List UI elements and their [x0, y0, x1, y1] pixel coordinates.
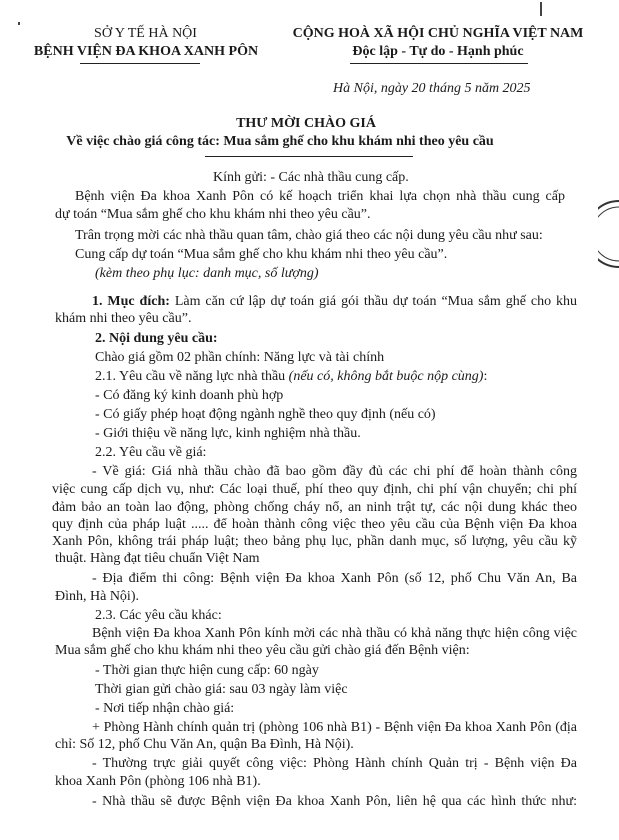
section1-heading: 1. Mục đích: [92, 294, 170, 309]
document-subtitle: Về việc chào giá công tác: Mua sắm ghế cho khu khám nhi theo yêu cầu [66, 134, 494, 149]
list-item: - Có giấy phép hoạt động ngành nghề theo quy định (nếu có) [95, 407, 436, 422]
section23-line: Mua sắm ghế cho khu khám nhi theo yêu cầu gửi chào giá đến Bệnh viện: [55, 643, 470, 658]
price-line: Xanh Pôn, không trái pháp luật; theo bảng phụ lục, phần danh mục, số lượng, yêu cầu kỹ [52, 534, 577, 549]
appendix-note: (kèm theo phụ lục: danh mục, số lượng) [95, 266, 319, 281]
divider [205, 156, 413, 157]
price-line: - Về giá: Giá nhà thầu chào đã bao gồm đầy đủ các chi phí để hoàn thành công [92, 464, 577, 479]
scan-mark [18, 22, 20, 25]
intro-line: dự toán “Mua sắm ghế cho khu khám nhi theo yêu cầu”. [55, 207, 371, 222]
punctuation: : [483, 369, 488, 384]
receiver-label: - Nơi tiếp nhận chào giá: [95, 701, 235, 716]
country-name: CỘNG HOÀ XÃ HỘI CHỦ NGHĨA VIỆT NAM [292, 26, 584, 41]
section21-note: (nếu có, không bắt buộc nộp cùng) [288, 369, 484, 384]
hospital-name: BỆNH VIỆN ĐA KHOA XANH PÔN [33, 44, 259, 59]
location-line: - Địa điểm thi công: Bệnh viện Đa khoa Xanh Pôn (số 12, phố Chu Văn An, Ba [92, 571, 577, 586]
section2-intro: Chào giá gồm 02 phần chính: Năng lực và tài chính [95, 350, 385, 365]
standing-line: khoa Xanh Pôn (phòng 106 nhà B1). [55, 774, 261, 789]
price-line: quy định của pháp luật ..... để hoàn thành công việc theo yêu cầu của Bệnh viện Đa khoa [52, 517, 577, 532]
document-date: Hà Nội, ngày 20 tháng 5 năm 2025 [333, 81, 531, 96]
list-item: - Giới thiệu về năng lực, kinh nghiệm nhà thầu. [95, 426, 361, 441]
divider [80, 63, 200, 64]
section2-heading: 2. Nội dung yêu cầu: [95, 331, 218, 346]
divider [350, 63, 528, 64]
section23-line: Bệnh viện Đa khoa Xanh Pôn kính mời các nhà thầu có khả năng thực hiện công việc [92, 626, 577, 641]
submit-time: Thời gian gửi chào giá: sau 03 ngày làm việc [95, 682, 348, 697]
department-name: SỞ Y TẾ HÀ NỘI [94, 26, 197, 41]
contact-line: - Nhà thầu sẽ được Bệnh viện Đa khoa Xanh Pôn, liên hệ qua các hình thức như: [92, 794, 577, 809]
section21-label: 2.1. Yêu cầu về năng lực nhà thầu [95, 369, 289, 384]
motto: Độc lập - Tự do - Hạnh phúc [352, 44, 524, 59]
receiver-line: chỉ: Số 12, phố Chu Văn An, quận Ba Đình, Hà Nội). [55, 737, 354, 752]
greeting: Kính gửi: - Các nhà thầu cung cấp. [213, 170, 409, 185]
standing-line: - Thường trực giải quyết công việc: Phòng Hành chính Quản trị - Bệnh viện Đa [92, 756, 577, 771]
section1-line [92, 293, 577, 310]
section1-line: khám nhi theo yêu cầu”. [55, 311, 192, 326]
intro-line: Cung cấp dự toán “Mua sắm ghế cho khu khám nhi theo yêu cầu”. [75, 247, 448, 262]
section22-heading: 2.2. Yêu cầu về giá: [95, 445, 207, 460]
price-line: đảm bảo an toàn lao động, phòng chống cháy nổ, an ninh trật tự, các nội dung khác theo [52, 500, 577, 515]
official-stamp [598, 200, 619, 268]
price-line: việc cung cấp dịch vụ, như: Các loại thuế, phí theo quy định, chi phí vận chuyển; chi phí [52, 482, 577, 497]
duration: - Thời gian thực hiện cung cấp: 60 ngày [95, 663, 319, 678]
list-item: - Có đăng ký kinh doanh phù hợp [95, 388, 284, 403]
section23-heading: 2.3. Các yêu cầu khác: [95, 608, 222, 623]
price-line: thuật. Hàng đạt tiêu chuẩn Việt Nam [55, 551, 260, 566]
scan-mark [540, 2, 542, 16]
location-line: Đình, Hà Nội). [55, 589, 139, 604]
section21-heading [95, 368, 487, 385]
intro-line: Bệnh viện Đa khoa Xanh Pôn có kế hoạch triển khai lựa chọn nhà thầu cung cấp [75, 189, 565, 204]
intro-line: Trân trọng mời các nhà thầu quan tâm, chào giá theo các nội dung yêu cầu như sau: [75, 228, 543, 243]
document-title: THƯ MỜI CHÀO GIÁ [236, 116, 376, 131]
receiver-line: + Phòng Hành chính quản trị (phòng 106 nhà B1) - Bệnh viện Đa khoa Xanh Pôn (địa [92, 720, 577, 735]
section1-text: Làm căn cứ lập dự toán giá gói thầu dự toán “Mua sắm ghế cho khu [169, 294, 577, 309]
